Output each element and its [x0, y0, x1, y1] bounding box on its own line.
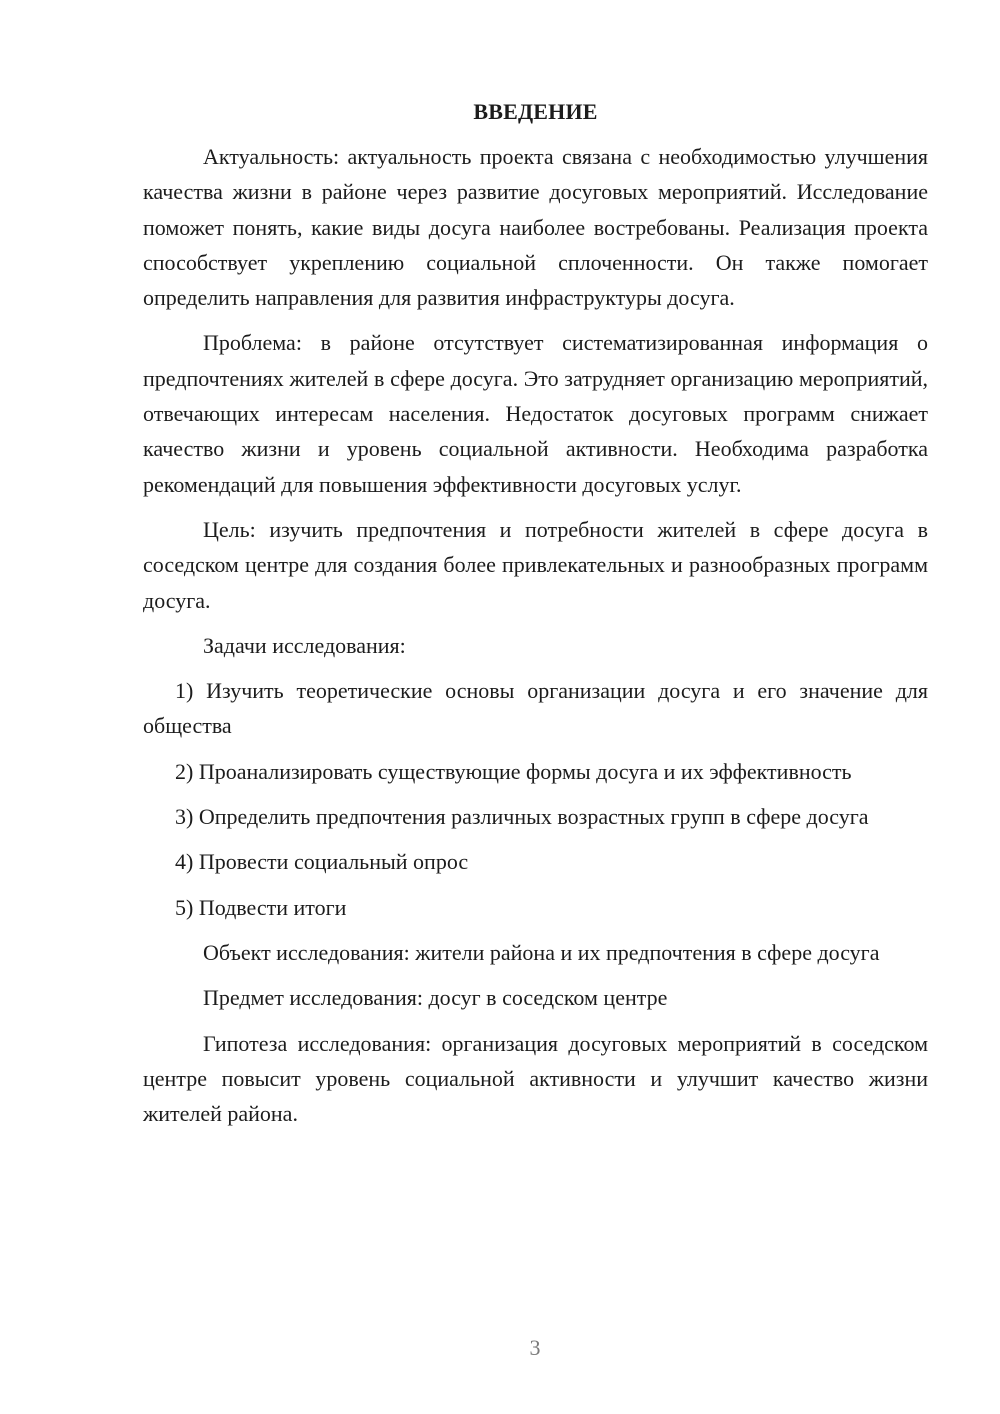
- task-item: 2) Проанализировать существующие формы досуга и их эффективность: [175, 758, 852, 784]
- paragraph-relevance: Актуальность: актуальность проекта связана с необходимостью улучшения качества жизни в районе через развитие досуговых мероприятий. Исследование поможет понять, какие виды досуга наиболее востребованы. Реализация проекта способствует укреплению социальной сплоченности. Он также помогает определить направления для развития инфраструктуры досуга.: [143, 144, 928, 311]
- paragraph-problem: Проблема: в районе отсутствует систематизированная информация о предпочтениях жителей в сфере досуга. Это затрудняет организацию мероприятий, отвечающих интересам населения. Недостаток досуговых программ снижает качество жизни и уровень социальной активности. Необходима разработка рекомендаций для повышения эффективности досуговых услуг.: [143, 330, 928, 497]
- task-item: 3) Определить предпочтения различных возрастных групп в сфере досуга: [175, 804, 869, 830]
- paragraph-object: Объект исследования: жители района и их предпочтения в сфере досуга: [203, 939, 880, 965]
- page-number: 3: [529, 1335, 541, 1360]
- paragraph-hypothesis: Гипотеза исследования: организация досуговых мероприятий в соседском центре повысит уровень социальной активности и улучшит качество жизни жителей района.: [143, 1030, 928, 1127]
- tasks-heading: Задачи исследования:: [203, 632, 406, 658]
- page-content: [143, 94, 928, 1131]
- task-item: 4) Провести социальный опрос: [175, 849, 469, 875]
- paragraph-goal: Цель: изучить предпочтения и потребности жителей в сфере досуга в соседском центре для создания более привлекательных и разнообразных программ досуга.: [143, 516, 928, 613]
- paragraph-subject: Предмет исследования: досуг в соседском центре: [203, 985, 668, 1011]
- section-title: ВВЕДЕНИЕ: [473, 99, 598, 124]
- task-item: 5) Подвести итоги: [175, 894, 347, 920]
- task-item: 1) Изучить теоретические основы организации досуга и его значение для общества: [143, 678, 928, 739]
